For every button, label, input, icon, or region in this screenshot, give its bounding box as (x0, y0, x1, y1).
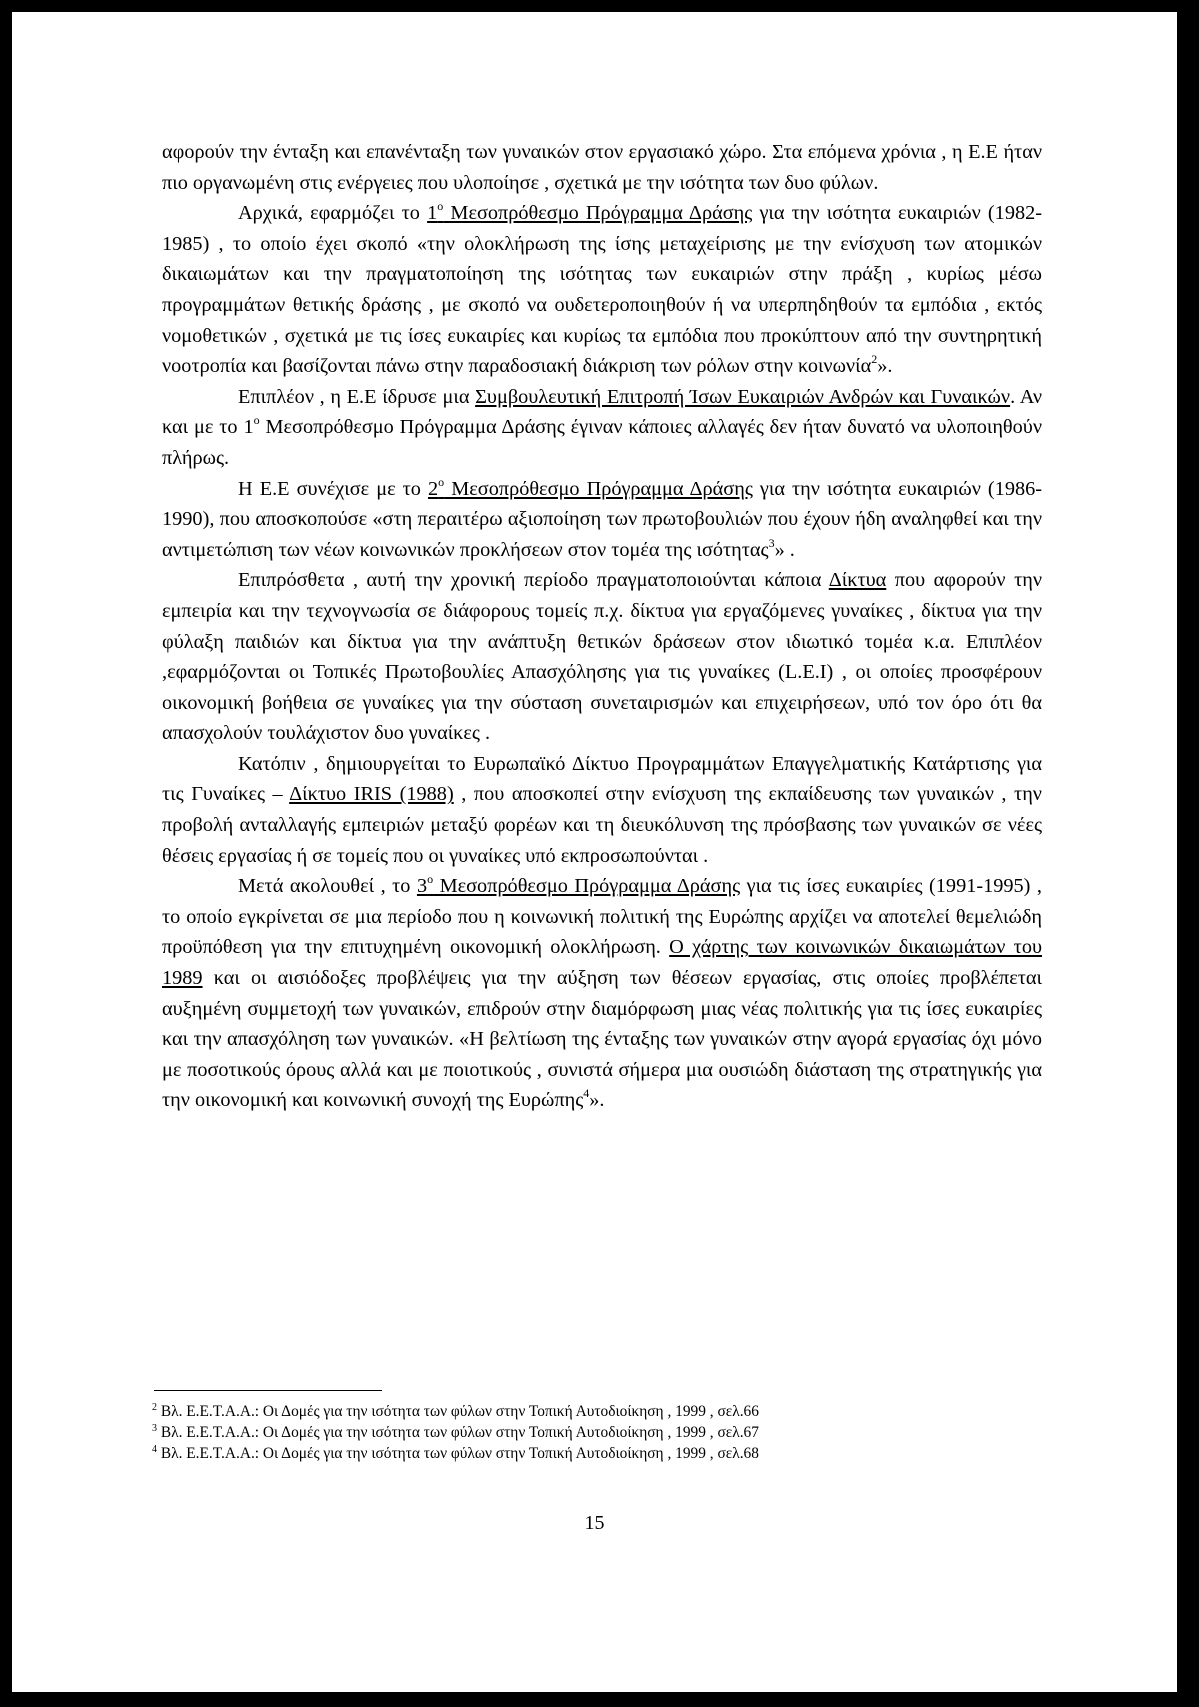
paragraph-3: Επιπλέον , η Ε.Ε ίδρυσε μια Συμβουλευτική Επιτροπή Ίσων Ευκαιριών Ανδρών και Γυναικών. Αν και με το $1^o$ Μεσοπρόθεσμο Πρόγραμμα Δράσης έγιναν κάποιες αλλαγές δεν ήταν δυνατό να υλοποιηθούν πλήρως. (162, 385, 1043, 469)
paragraph-6: Κατόπιν , δημιουργείται το Ευρωπαϊκό Δίκτυο Προγραμμάτων Επαγγελματικής Κατάρτισης για τις Γυναίκες – Δίκτυο IRIS (1988) , που αποσκοπεί στην ενίσχυση της εκπαίδευσης των γυναικών , την προβολή ανταλλαγής εμπειριών μεταξύ φορέων και τη διευκόλυνση της πρόσβασης των γυναικών σε νέες θέσεις εργασίας ή σε τομείς που οι γυναίκες υπό εκπροσωπούνται . (162, 752, 1042, 867)
paragraph-5: Επιπρόσθετα , αυτή την χρονική περίοδο πραγματοποιούνται κάποια Δίκτυα που αφορούν την εμπειρία και την τεχνογνωσία σε διάφορους τομείς π.χ. δίκτυα για εργαζόμενες γυναίκες , δίκτυα για την φύλαξη παιδιών και δίκτυα για την ανάπτυξη θετικών δράσεων στον ιδιωτικό τομέα κ.α. Επιπλέον ,εφαρμόζονται οι Τοπικές Πρωτοβουλίες Απασχόλησης για τις γυναίκες (L.E.I) , οι οποίες προσφέρουν οικονομική βοήθεια σε γυναίκες για την σύσταση συνεταιρισμών και επιχειρήσεων, υπό τον όρο ότι θα απασχολούν τουλάχιστον δυο γυναίκες . (162, 569, 1042, 745)
footnote-ref-2: 2 (871, 352, 878, 367)
footnote-4: $^4$ Βλ. Ε.Ε.Τ.Α.Α.: Οι Δομές για την ισότητα των φύλων στην Τοπική Αυτοδιοίκηση , 1999 , σελ.68 (152, 1444, 759, 1462)
footnotes (152, 1401, 1032, 1464)
document-page (12, 12, 1177, 1692)
footnote-3: $^3$ Βλ. Ε.Ε.Τ.Α.Α.: Οι Δομές για την ισότητα των φύλων στην Τοπική Αυτοδιοίκηση , 1999 , σελ.67 (152, 1423, 759, 1441)
programme-link-2: $2^o$ Μεσοπρόθεσμο Πρόγραμμα Δράσης (428, 474, 753, 500)
paragraph-2: Αρχικά, εφαρμόζει το $1^o$ Μεσοπρόθεσμο Πρόγραμμα Δράσης για την ισότητα ευκαιριών (1982-1985) , το οποίο έχει σκοπό «την ολοκλήρωση της ίσης μεταχείρισης με την ενίσχυση των ατομικών δικαιωμάτων και την πραγματοποίηση της ισότητας των ευκαιριών στην πράξη , κυρίως μέσω προγραμμάτων θετικής δράσης , με σκοπό να ουδετεροποιηθούν ή να υπερπηδηθούν τα εμπόδια , εκτός νομοθετικών , σχετικά με τις ίσες ευκαιρίες και κυρίως τα εμπόδια που προκύπτουν από την συντηρητική νοοτροπία και βασίζονται πάνω στην παραδοσιακή διάκριση των ρόλων στην κοινωνία$^2$». (162, 199, 1042, 378)
page-number: 15 (584, 1512, 605, 1534)
footnote-ref-4: 4 (583, 1086, 590, 1101)
paragraph-4: Η Ε.Ε συνέχισε με το $2^o$ Μεσοπρόθεσμο Πρόγραμμα Δράσης για την ισότητα ευκαιριών (1986-1990), που αποσκοπούσε «στη περαιτέρω αξιοποίηση των πρωτοβουλιών που έχουν ήδη αναληφθεί και την αντιμετώπιση των νέων κοινωνικών προκλήσεων στον τομέα της ισότητας$^3$» . (162, 474, 1043, 561)
programme-link-1: $1^o$ Μεσοπρόθεσμο Πρόγραμμα Δράσης (427, 199, 753, 225)
footnote-2: $^2$ Βλ. Ε.Ε.Τ.Α.Α.: Οι Δομές για την ισότητα των φύλων στην Τοπική Αυτοδιοίκηση , 1999 , σελ.66 (152, 1402, 759, 1420)
programme-link-3: $3^o$ Μεσοπρόθεσμο Πρόγραμμα Δράσης (416, 872, 741, 898)
social-charter-link: Ο χάρτης των κοινωνικών δικαιωμάτων του 1989 (162, 936, 1043, 990)
footnote-ref-3: 3 (768, 535, 775, 550)
paragraph-1: αφορούν την ένταξη και επανένταξη των γυναικών στον εργασιακό χώρο. Στα επόμενα χρόνια , η Ε.Ε ήταν πιο οργανωμένη στις ενέργειες που υλοποίησε , σχετικά με την ισότητα των δυο φύλων. (162, 141, 1042, 194)
paragraph-7: Μετά ακολουθεί , το $3^o$ Μεσοπρόθεσμο Πρόγραμμα Δράσης για τις ίσες ευκαιρίες (1991-1995) , το οποίο εγκρίνεται σε μια περίοδο που η κοινωνική πολιτική της Ευρώπης αρχίζει να αποτελεί θεμελιώδη προϋπόθεση για την επιτυχημένη οικονομική ολοκλήρωση. Ο χάρτης των κοινωνικών δικαιωμάτων του 1989 και οι αισιόδοξες προβλέψεις για την αύξηση των θέσεων εργασίας, στις οποίες προβλέπεται αυξημένη συμμετοχή των γυναικών, επιδρούν στην διαμόρφωση μιας νέας πολιτικής για τις ίσες ευκαιρίες και την απασχόληση των γυναικών. «Η βελτίωση της ένταξης των γυναικών στην αγορά εργασίας όχι μόνο με ποσοτικούς όρους αλλά και με ποιοτικούς , συνιστά σήμερα μια ουσιώδη διάσταση της στρατηγικής για την οικονομική και κοινωνική συνοχή της Ευρώπης$^4$». (162, 872, 1043, 1112)
iris-network-link: Δίκτυο IRIS (1988) (289, 783, 454, 806)
committee-link: Συμβουλευτική Επιτροπή Ίσων Ευκαιριών Ανδρών και Γυναικών (475, 385, 1011, 408)
footnote-separator (154, 1390, 382, 1391)
networks-link: Δίκτυα (828, 569, 887, 592)
body-text (162, 137, 1042, 1116)
